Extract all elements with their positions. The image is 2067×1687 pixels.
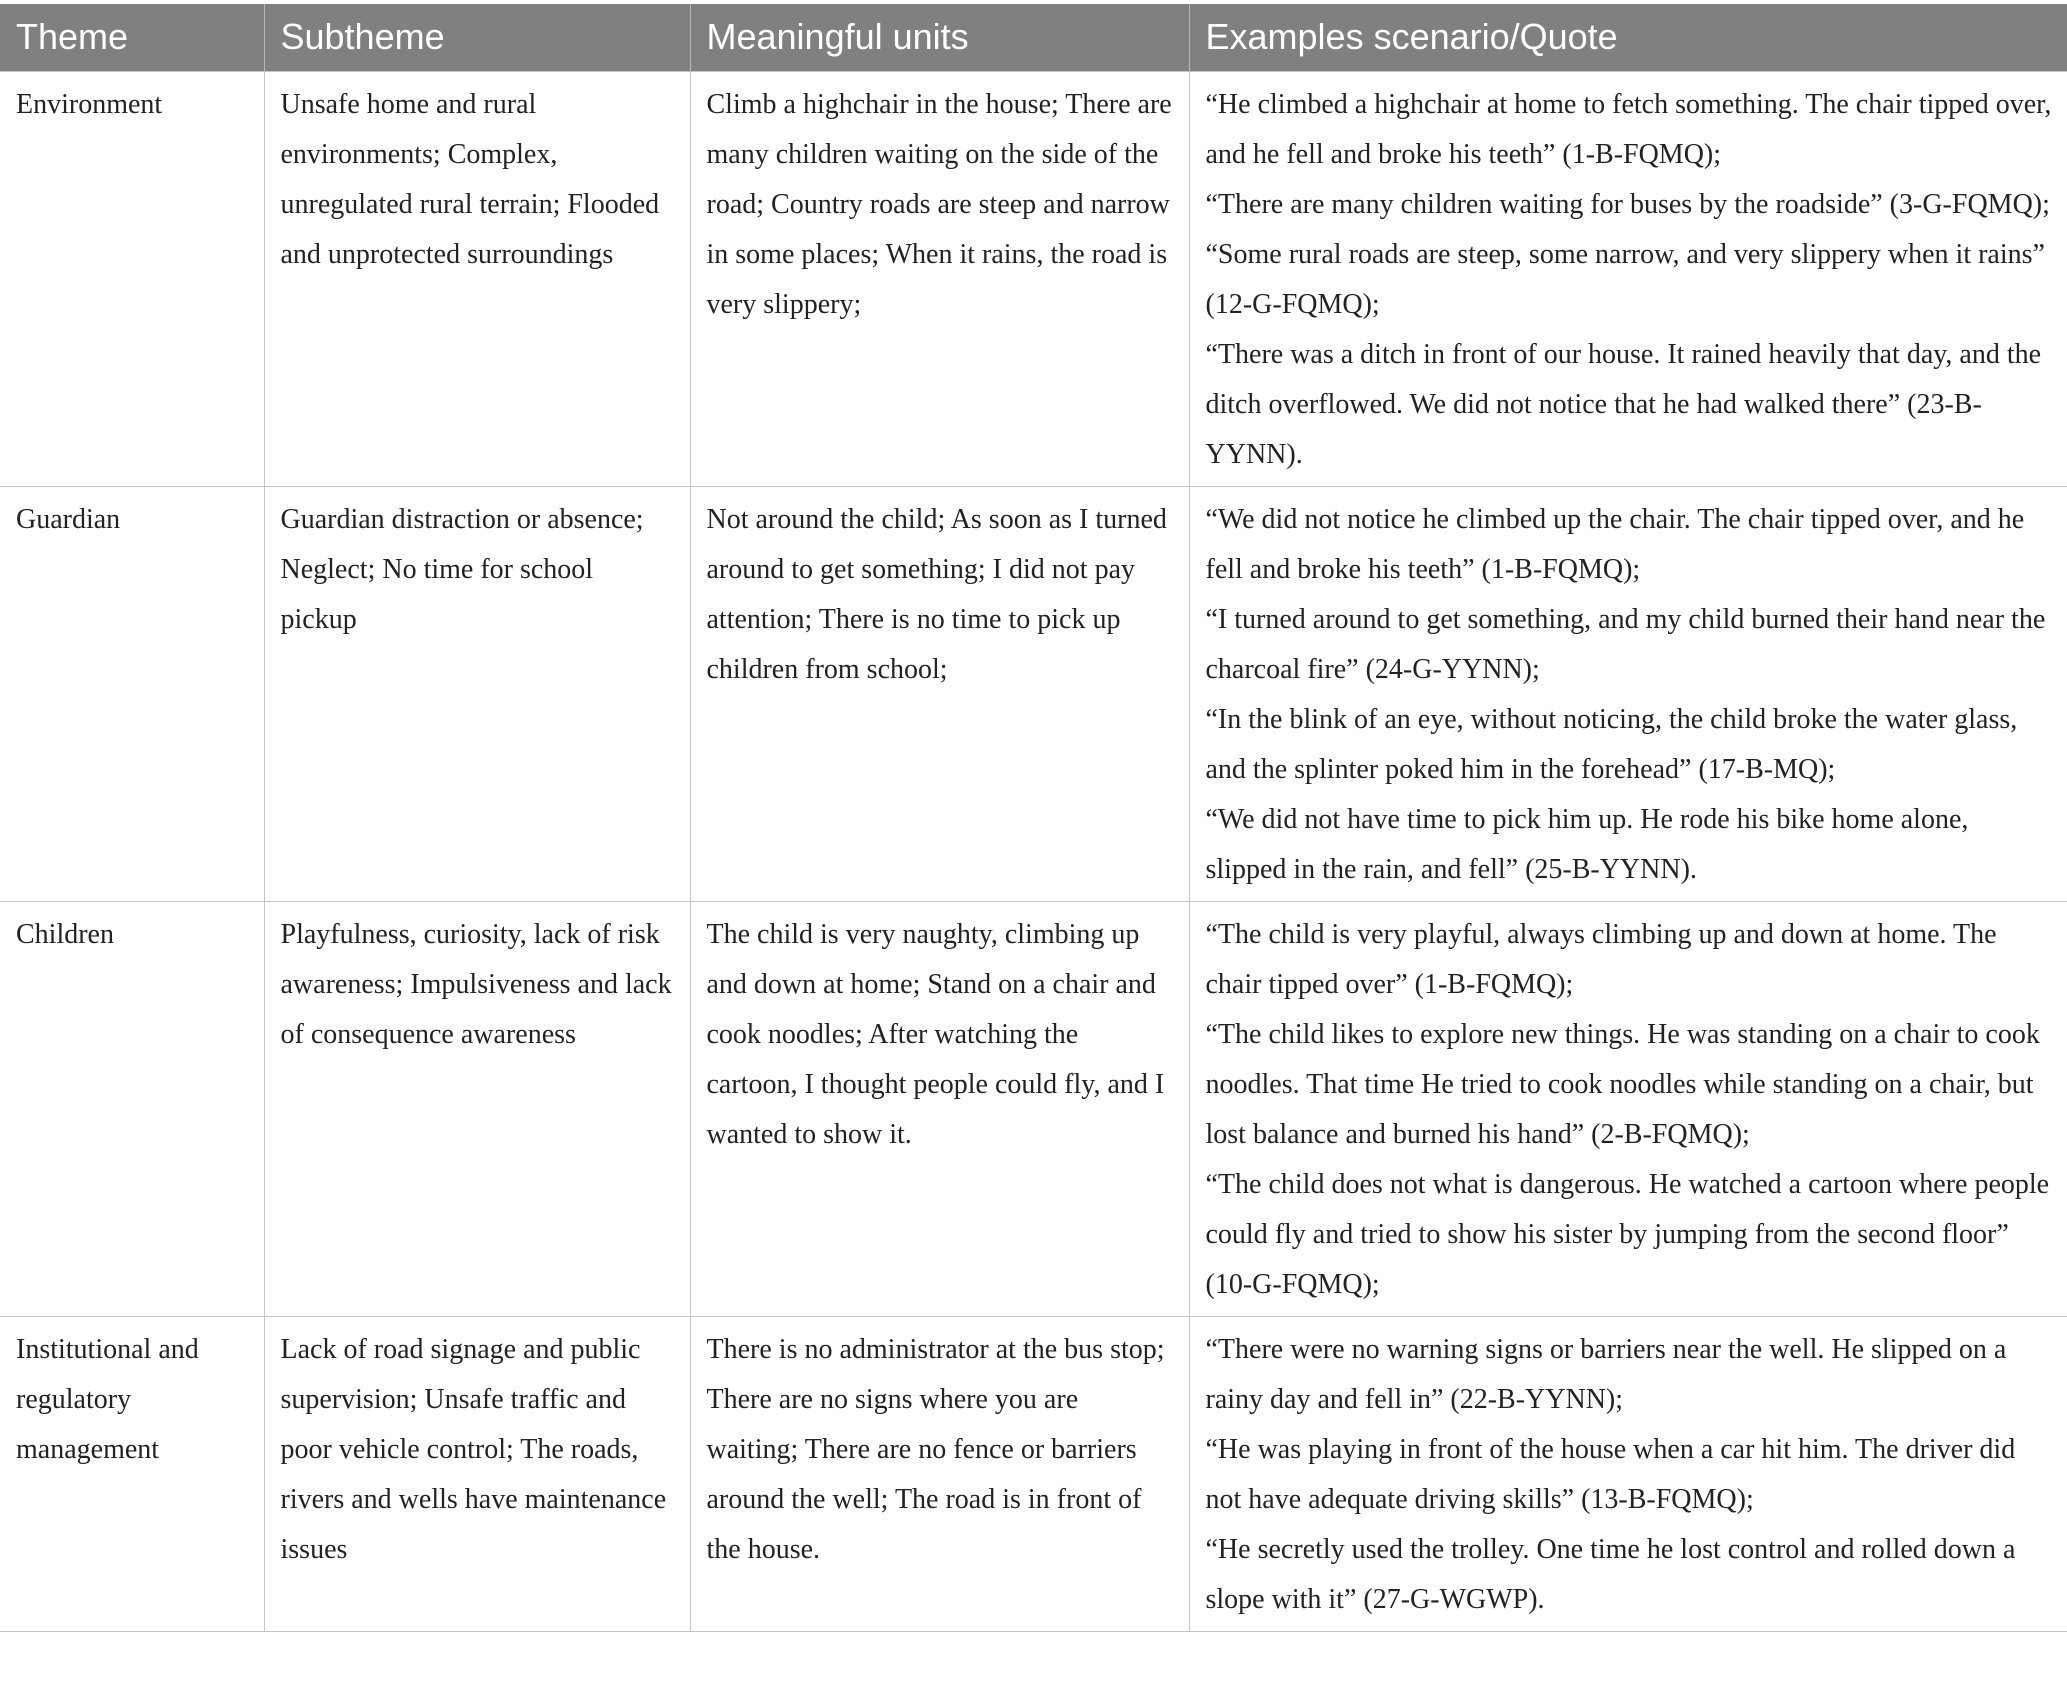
table-row	[0, 71, 2067, 486]
cell-subtheme: Lack of road signage and public supervision; Unsafe traffic and poor vehicle control; The roads, rivers and wells have maintenance issues	[264, 1316, 690, 1631]
quote: “He was playing in front of the house when a car hit him. The driver did not have adequate driving skills” (13-B-FQMQ);	[1205, 1433, 2016, 1515]
quote: “We did not notice he climbed up the chair. The chair tipped over, and he fell and broke his teeth” (1-B-FQMQ);	[1205, 503, 2025, 585]
header-subtheme: Subtheme	[264, 4, 690, 71]
table-row	[0, 901, 2067, 1316]
header-row	[0, 4, 2067, 71]
quote: “The child is very playful, always climbing up and down at home. The chair tipped over” (1-B-FQMQ);	[1205, 918, 1997, 1000]
quote: “The child likes to explore new things. He was standing on a chair to cook noodles. That time He tried to cook noodles while standing on a chair, but lost balance and burned his hand” (2-B-FQMQ);	[1205, 1018, 2040, 1150]
table	[0, 4, 2067, 1632]
table-header	[0, 4, 2067, 71]
quote: “We did not have time to pick him up. He rode his bike home alone, slipped in the rain, and fell” (25-B-YYNN).	[1205, 803, 1969, 885]
header-meaningful-units: Meaningful units	[690, 4, 1189, 71]
table-row	[0, 486, 2067, 901]
quote: “In the blink of an eye, without noticing, the child broke the water glass, and the splinter poked him in the forehead” (17-B-MQ);	[1205, 703, 2018, 785]
cell-meaningful-units: There is no administrator at the bus stop; There are no signs where you are waiting; There are no fence or barriers around the well; The road is in front of the house.	[690, 1316, 1189, 1631]
cell-meaningful-units: Climb a highchair in the house; There are many children waiting on the side of the road; Country roads are steep and narrow in some places; When it rains, the road is very slippery;	[690, 71, 1189, 486]
quote: “The child does not what is dangerous. He watched a cartoon where people could fly and tried to show his sister by jumping from the second floor” (10-G-FQMQ);	[1205, 1168, 2050, 1300]
cell-theme: Children	[0, 901, 264, 1316]
cell-meaningful-units: Not around the child; As soon as I turned around to get something; I did not pay attention; There is no time to pick up children from school;	[690, 486, 1189, 901]
cell-theme: Institutional and regulatory management	[0, 1316, 264, 1631]
cell-quotes	[1189, 901, 2067, 1316]
cell-theme: Guardian	[0, 486, 264, 901]
cell-theme: Environment	[0, 71, 264, 486]
table-row	[0, 1316, 2067, 1631]
quote: “There was a ditch in front of our house. It rained heavily that day, and the ditch overflowed. We did not notice that he had walked there” (23-B-YYNN).	[1205, 338, 2042, 470]
quote: “There are many children waiting for buses by the roadside” (3-G-FQMQ);	[1205, 188, 2050, 220]
cell-quotes	[1189, 486, 2067, 901]
cell-subtheme: Unsafe home and rural environments; Complex, unregulated rural terrain; Flooded and unprotected surroundings	[264, 71, 690, 486]
header-examples-quote: Examples scenario/Quote	[1189, 4, 2067, 71]
header-theme: Theme	[0, 4, 264, 71]
quote: “He secretly used the trolley. One time he lost control and rolled down a slope with it” (27-G-WGWP).	[1205, 1533, 2016, 1615]
thematic-analysis-table	[0, 4, 2067, 1632]
cell-quotes	[1189, 1316, 2067, 1631]
quote: “Some rural roads are steep, some narrow, and very slippery when it rains” (12-G-FQMQ);	[1205, 238, 2045, 320]
quote: “He climbed a highchair at home to fetch something. The chair tipped over, and he fell and broke his teeth” (1-B-FQMQ);	[1205, 88, 2052, 170]
cell-quotes	[1189, 71, 2067, 486]
quote: “There were no warning signs or barriers near the well. He slipped on a rainy day and fell in” (22-B-YYNN);	[1205, 1333, 2007, 1415]
cell-meaningful-units: The child is very naughty, climbing up and down at home; Stand on a chair and cook noodles; After watching the cartoon, I thought people could fly, and I wanted to show it.	[690, 901, 1189, 1316]
quote: “I turned around to get something, and my child burned their hand near the charcoal fire” (24-G-YYNN);	[1205, 603, 2046, 685]
cell-subtheme: Guardian distraction or absence; Neglect; No time for school pickup	[264, 486, 690, 901]
table-body	[0, 71, 2067, 1631]
cell-subtheme: Playfulness, curiosity, lack of risk awareness; Impulsiveness and lack of consequence awareness	[264, 901, 690, 1316]
